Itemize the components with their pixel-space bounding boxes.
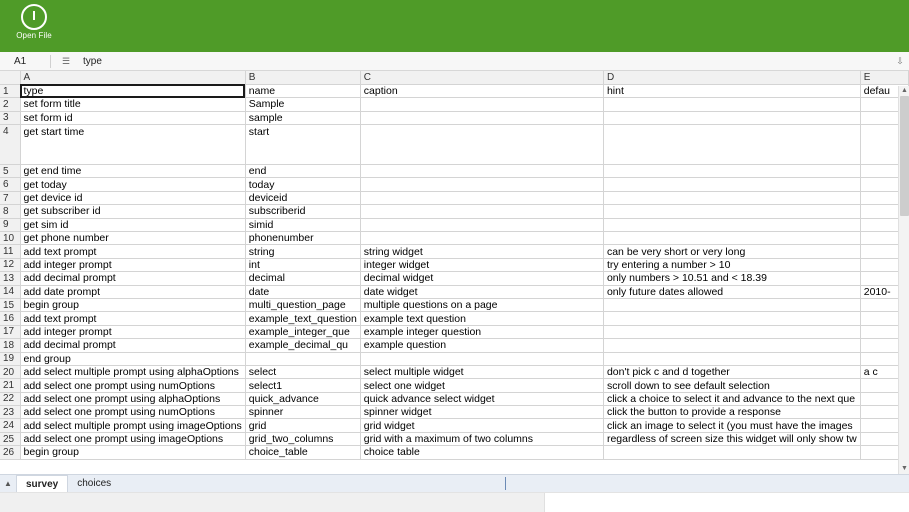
row-header[interactable]: 9 (0, 218, 20, 231)
cell-a22[interactable]: add select one prompt using alphaOptions (20, 392, 245, 405)
cell-b10[interactable]: phonenumber (245, 232, 360, 245)
cell-a8[interactable]: get subscriber id (20, 205, 245, 218)
cell-a26[interactable]: begin group (20, 446, 245, 459)
status-bar (0, 492, 909, 512)
table-row[interactable] (0, 352, 909, 365)
cell-c20[interactable]: select multiple widget (360, 365, 603, 378)
cell-c8[interactable] (360, 205, 603, 218)
cell-a14[interactable]: add date prompt (20, 285, 245, 298)
cell-c3[interactable] (360, 111, 603, 124)
function-icon[interactable]: ☰ (61, 55, 71, 66)
table-row[interactable] (0, 365, 909, 378)
row-header[interactable]: 12 (0, 258, 20, 271)
row-header[interactable]: 15 (0, 298, 20, 311)
table-row[interactable] (0, 205, 909, 218)
cell-b9[interactable]: simid (245, 218, 360, 231)
formula-bar (0, 52, 909, 71)
cell-a19[interactable]: end group (20, 352, 245, 365)
cell-c19[interactable] (360, 352, 603, 365)
row-header[interactable]: 22 (0, 392, 20, 405)
cell-d6[interactable] (603, 178, 860, 191)
table-row[interactable] (0, 84, 909, 97)
cell-b19[interactable] (245, 352, 360, 365)
sheet-tab-survey[interactable]: survey (16, 475, 68, 492)
row-header[interactable]: 11 (0, 245, 20, 258)
cell-a20[interactable]: add select multiple prompt using alphaOptions (20, 365, 245, 378)
table-row[interactable] (0, 191, 909, 204)
cell-d8[interactable] (603, 205, 860, 218)
cell-c10[interactable] (360, 232, 603, 245)
row-header[interactable]: 7 (0, 191, 20, 204)
cell-b7[interactable]: deviceid (245, 191, 360, 204)
row-header[interactable]: 8 (0, 205, 20, 218)
cell-d9[interactable] (603, 218, 860, 231)
cell-a11[interactable]: add text prompt (20, 245, 245, 258)
cell-c7[interactable] (360, 191, 603, 204)
cell-b16[interactable]: example_text_question (245, 312, 360, 325)
cell-c14[interactable]: date widget (360, 285, 603, 298)
cell-b1[interactable]: name (245, 84, 360, 97)
name-box[interactable]: A1 (14, 55, 27, 67)
cell-a18[interactable]: add decimal prompt (20, 339, 245, 352)
column-header-row (0, 71, 909, 84)
open-file-icon (21, 4, 47, 30)
cell-b24[interactable]: grid (245, 419, 360, 432)
cell-b20[interactable]: select (245, 365, 360, 378)
cell-d3[interactable] (603, 111, 860, 124)
cell-c16[interactable]: example text question (360, 312, 603, 325)
cell-a16[interactable]: add text prompt (20, 312, 245, 325)
cell-b15[interactable]: multi_question_page (245, 298, 360, 311)
cell-c13[interactable]: decimal widget (360, 272, 603, 285)
cell-c4[interactable] (360, 125, 603, 165)
table-row[interactable] (0, 245, 909, 258)
cell-e1[interactable]: defau (860, 84, 908, 97)
text-caret (505, 477, 506, 490)
cell-c17[interactable]: example integer question (360, 325, 603, 338)
cell-b26[interactable]: choice_table (245, 446, 360, 459)
sheet-tab-bar (0, 474, 909, 492)
cell-d10[interactable] (603, 232, 860, 245)
row-header[interactable]: 1 (0, 84, 20, 97)
row-header[interactable]: 17 (0, 325, 20, 338)
cell-c22[interactable]: quick advance select widget (360, 392, 603, 405)
cell-d13[interactable]: only numbers > 10.51 and < 18.39 (603, 272, 860, 285)
cell-c25[interactable]: grid with a maximum of two columns (360, 432, 603, 445)
cell-a9[interactable]: get sim id (20, 218, 245, 231)
cell-b17[interactable]: example_integer_que (245, 325, 360, 338)
cell-c26[interactable]: choice table (360, 446, 603, 459)
table-row[interactable] (0, 446, 909, 459)
cell-b12[interactable]: int (245, 258, 360, 271)
cell-b22[interactable]: quick_advance (245, 392, 360, 405)
cell-a10[interactable]: get phone number (20, 232, 245, 245)
cell-c18[interactable]: example question (360, 339, 603, 352)
cell-d4[interactable] (603, 125, 860, 165)
table-row[interactable] (0, 98, 909, 111)
column-header-c[interactable]: C (360, 71, 603, 84)
cell-d2[interactable] (603, 98, 860, 111)
column-header-d[interactable]: D (603, 71, 860, 84)
cell-a21[interactable]: add select one prompt using numOptions (20, 379, 245, 392)
vertical-scrollbar[interactable] (898, 86, 909, 474)
row-header[interactable]: 19 (0, 352, 20, 365)
cell-e14[interactable]: 2010- (860, 285, 908, 298)
cell-d26[interactable] (603, 446, 860, 459)
cell-b2[interactable]: Sample (245, 98, 360, 111)
column-header-e[interactable]: E (860, 71, 908, 84)
table-row[interactable] (0, 125, 909, 165)
table-row[interactable] (0, 272, 909, 285)
cell-c23[interactable]: spinner widget (360, 406, 603, 419)
cell-a3[interactable]: set form id (20, 111, 245, 124)
scrollbar-thumb[interactable] (900, 96, 909, 216)
cell-a1[interactable]: type (20, 84, 245, 97)
table-row[interactable] (0, 178, 909, 191)
row-header[interactable]: 5 (0, 165, 20, 178)
cell-a25[interactable]: add select one prompt using imageOptions (20, 432, 245, 445)
cell-a15[interactable]: begin group (20, 298, 245, 311)
table-row[interactable] (0, 432, 909, 445)
app-ribbon (0, 0, 909, 52)
cell-a24[interactable]: add select multiple prompt using imageOptions (20, 419, 245, 432)
row-header[interactable]: 2 (0, 98, 20, 111)
cell-d17[interactable] (603, 325, 860, 338)
table-row[interactable] (0, 419, 909, 432)
cell-d7[interactable] (603, 191, 860, 204)
row-header[interactable]: 6 (0, 178, 20, 191)
row-header[interactable]: 20 (0, 365, 20, 378)
cell-a12[interactable]: add integer prompt (20, 258, 245, 271)
cell-d16[interactable] (603, 312, 860, 325)
scroll-down-icon[interactable]: ▼ (901, 465, 908, 472)
table-row[interactable] (0, 258, 909, 271)
cell-a5[interactable]: get end time (20, 165, 245, 178)
table-row[interactable] (0, 232, 909, 245)
row-header[interactable]: 24 (0, 419, 20, 432)
cell-b23[interactable]: spinner (245, 406, 360, 419)
cell-b5[interactable]: end (245, 165, 360, 178)
cell-a2[interactable]: set form title (20, 98, 245, 111)
row-header[interactable]: 26 (0, 446, 20, 459)
cell-d19[interactable] (603, 352, 860, 365)
sheet-grid[interactable] (0, 71, 909, 474)
cell-a6[interactable]: get today (20, 178, 245, 191)
cell-c24[interactable]: grid widget (360, 419, 603, 432)
cell-b11[interactable]: string (245, 245, 360, 258)
table-row[interactable] (0, 312, 909, 325)
nav-first-icon[interactable]: ▲ (4, 479, 12, 488)
cell-b8[interactable]: subscriberid (245, 205, 360, 218)
column-header-b[interactable]: B (245, 71, 360, 84)
cell-c6[interactable] (360, 178, 603, 191)
cell-b18[interactable]: example_decimal_qu (245, 339, 360, 352)
formula-input[interactable]: type (83, 55, 102, 67)
row-header[interactable]: 23 (0, 406, 20, 419)
table-row[interactable] (0, 285, 909, 298)
row-header[interactable]: 3 (0, 111, 20, 124)
select-all-corner[interactable] (0, 71, 20, 84)
cell-c11[interactable]: string widget (360, 245, 603, 258)
cell-d18[interactable] (603, 339, 860, 352)
cell-d12[interactable]: try entering a number > 10 (603, 258, 860, 271)
cell-b13[interactable]: decimal (245, 272, 360, 285)
cell-c9[interactable] (360, 218, 603, 231)
cell-d20[interactable]: don't pick c and d together (603, 365, 860, 378)
cell-b4[interactable]: start (245, 125, 360, 165)
sheet-table (0, 71, 909, 460)
cell-a7[interactable]: get device id (20, 191, 245, 204)
cell-a23[interactable]: add select one prompt using numOptions (20, 406, 245, 419)
cell-a4[interactable]: get start time (20, 125, 245, 165)
row-header[interactable]: 25 (0, 432, 20, 445)
scroll-up-icon[interactable]: ▲ (901, 87, 908, 94)
cell-d25[interactable]: regardless of screen size this widget will only show tw (603, 432, 860, 445)
column-header-a[interactable]: A (20, 71, 245, 84)
table-row[interactable] (0, 325, 909, 338)
table-row[interactable] (0, 218, 909, 231)
cell-b14[interactable]: date (245, 285, 360, 298)
row-header[interactable]: 14 (0, 285, 20, 298)
cell-d1[interactable]: hint (603, 84, 860, 97)
cell-c5[interactable] (360, 165, 603, 178)
cell-d23[interactable]: click the button to provide a response (603, 406, 860, 419)
table-row[interactable] (0, 339, 909, 352)
sheet-body (0, 84, 909, 459)
chevron-expand-icon[interactable]: ⇩ (896, 55, 904, 66)
cell-d22[interactable]: click a choice to select it and advance to the next que (603, 392, 860, 405)
cell-c12[interactable]: integer widget (360, 258, 603, 271)
table-row[interactable] (0, 379, 909, 392)
cell-a17[interactable]: add integer prompt (20, 325, 245, 338)
formula-bar-divider (50, 55, 51, 68)
row-header[interactable]: 4 (0, 125, 20, 165)
table-row[interactable] (0, 406, 909, 419)
row-header[interactable]: 10 (0, 232, 20, 245)
cell-d14[interactable]: only future dates allowed (603, 285, 860, 298)
open-file-button[interactable] (6, 2, 62, 50)
table-row[interactable] (0, 392, 909, 405)
cell-c2[interactable] (360, 98, 603, 111)
cell-c21[interactable]: select one widget (360, 379, 603, 392)
table-row[interactable] (0, 111, 909, 124)
cell-c1[interactable]: caption (360, 84, 603, 97)
row-header[interactable]: 13 (0, 272, 20, 285)
cell-d21[interactable]: scroll down to see default selection (603, 379, 860, 392)
table-row[interactable] (0, 298, 909, 311)
cell-e20[interactable]: a c (860, 365, 908, 378)
row-header[interactable]: 18 (0, 339, 20, 352)
cell-c15[interactable]: multiple questions on a page (360, 298, 603, 311)
row-header[interactable]: 21 (0, 379, 20, 392)
cell-d5[interactable] (603, 165, 860, 178)
open-file-label: Open File (16, 31, 52, 40)
row-header[interactable]: 16 (0, 312, 20, 325)
cell-d24[interactable]: click an image to select it (you must have the images (603, 419, 860, 432)
cell-a13[interactable]: add decimal prompt (20, 272, 245, 285)
table-row[interactable] (0, 165, 909, 178)
cell-b21[interactable]: select1 (245, 379, 360, 392)
cell-b3[interactable]: sample (245, 111, 360, 124)
cell-d15[interactable] (603, 298, 860, 311)
cell-d11[interactable]: can be very short or very long (603, 245, 860, 258)
cell-b25[interactable]: grid_two_columns (245, 432, 360, 445)
status-bar-strip (0, 493, 545, 512)
cell-b6[interactable]: today (245, 178, 360, 191)
sheet-tab-choices[interactable]: choices (77, 478, 112, 489)
